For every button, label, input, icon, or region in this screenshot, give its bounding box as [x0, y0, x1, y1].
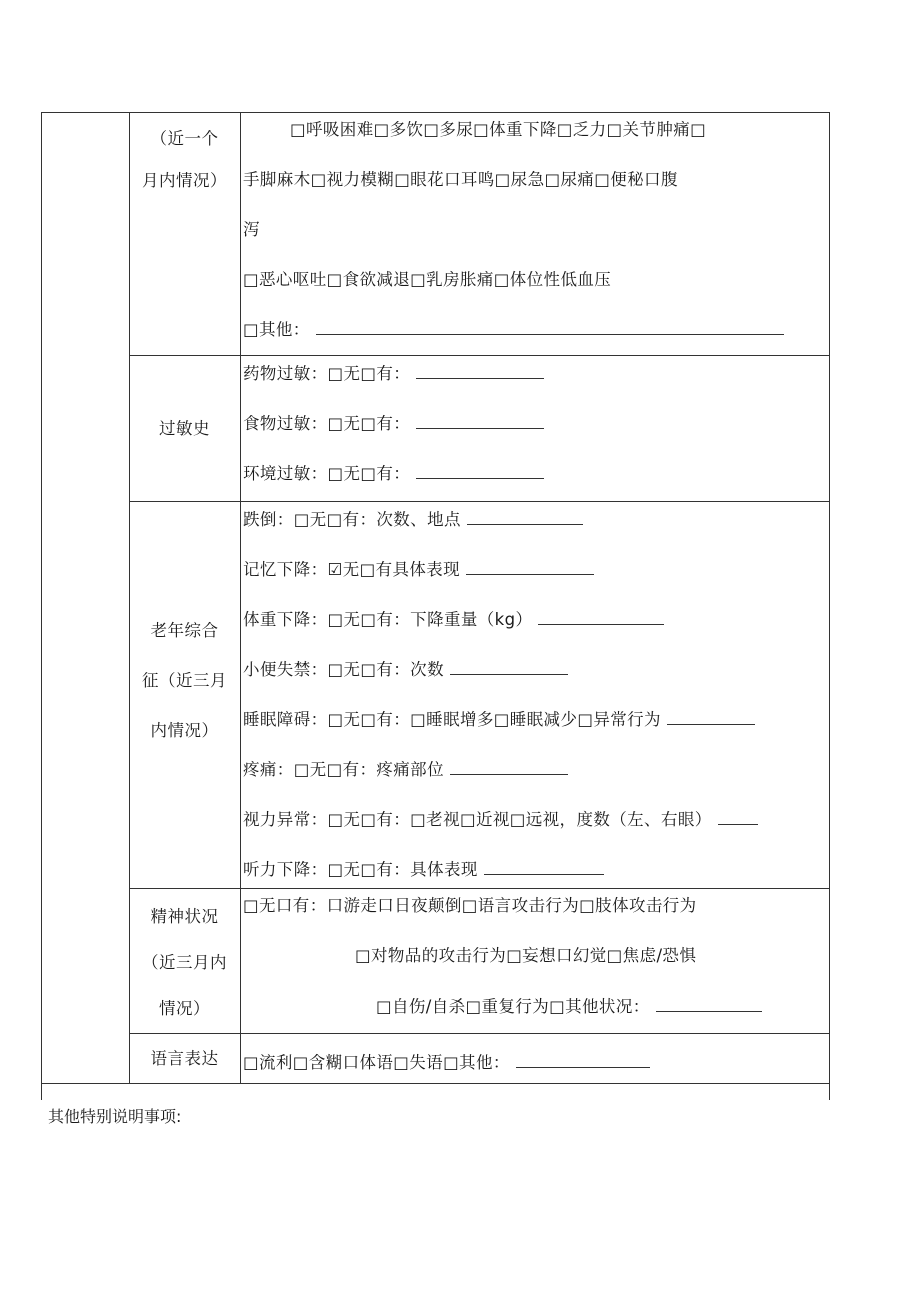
language-label — [129, 1034, 240, 1083]
allergy-blank[interactable] — [416, 364, 544, 379]
sleep-blank[interactable] — [667, 710, 755, 725]
geriatric-line[interactable] — [243, 706, 755, 730]
weight-item: 体重下降：□无□有：下降重量（kg） — [243, 610, 533, 629]
vision-item: 视力异常：□无□有：□老视□近视□远视，度数（左、右眼） — [243, 810, 712, 829]
geriatric-label-line: 内情况） — [150, 721, 219, 740]
mental-label — [129, 894, 240, 1032]
symptom-line[interactable]: □恶心呕吐□食欲减退□乳房胀痛□体位性低血压 — [243, 270, 612, 289]
mental-line[interactable] — [376, 993, 762, 1017]
allergy-food: 食物过敏：□无□有： — [243, 414, 411, 433]
symptom-other[interactable] — [243, 316, 784, 340]
allergy-drug: 药物过敏：□无□有： — [243, 364, 411, 383]
symptoms-label-line: 月内情况） — [142, 171, 227, 190]
mental-label-line: 精神状况 — [150, 907, 219, 926]
geriatric-label — [129, 606, 240, 756]
symptoms-label — [129, 118, 240, 202]
mental-other-blank[interactable] — [656, 997, 762, 1012]
allergy-line[interactable] — [243, 360, 544, 384]
sleep-item: 睡眠障碍：□无□有：□睡眠增多□睡眠减少□异常行为 — [243, 710, 661, 729]
row-divider — [129, 501, 829, 502]
geriatric-line[interactable] — [243, 556, 594, 580]
pain-blank[interactable] — [450, 760, 568, 775]
language-options: □流利□含糊口体语□失语□其他： — [243, 1053, 510, 1072]
language-line[interactable] — [243, 1049, 650, 1073]
memory-blank[interactable] — [466, 560, 594, 575]
mental-label-line: 情况） — [159, 999, 210, 1018]
mental-line[interactable]: □对物品的攻击行为□妄想口幻觉□焦虑/恐惧 — [355, 946, 697, 965]
geriatric-label-line: 老年综合 — [150, 621, 219, 640]
allergy-blank[interactable] — [416, 414, 544, 429]
symptom-other-label: □其他： — [243, 320, 310, 339]
language-label-text: 语言表达 — [150, 1048, 219, 1068]
mental-label-line: （近三月内 — [142, 953, 227, 972]
symptom-line: 泻 — [243, 220, 260, 239]
incontinence-item: 小便失禁：□无□有：次数 — [243, 660, 444, 679]
geriatric-line[interactable] — [243, 606, 664, 630]
memory-item: 记忆下降：☑无□有具体表现 — [243, 560, 461, 579]
geriatric-line[interactable] — [243, 506, 583, 530]
geriatric-line[interactable] — [243, 756, 568, 780]
other-notes-label: 其他特别说明事项: — [48, 1107, 182, 1126]
vision-blank[interactable] — [718, 810, 758, 825]
language-other-blank[interactable] — [516, 1053, 650, 1068]
symptoms-label-line: （近一个 — [150, 129, 219, 148]
symptom-other-blank[interactable] — [316, 320, 784, 335]
column-divider-2 — [240, 112, 241, 1083]
hearing-blank[interactable] — [484, 860, 604, 875]
geriatric-label-line: 征（近三月 — [142, 671, 227, 690]
pain-item: 疼痛：□无□有：疼痛部位 — [243, 760, 444, 779]
fall-item: 跌倒：□无□有：次数、地点 — [243, 510, 461, 529]
weight-blank[interactable] — [538, 610, 664, 625]
row-divider — [129, 888, 829, 889]
allergy-blank[interactable] — [416, 464, 544, 479]
mental-other-label: □自伤/自杀□重复行为□其他状况： — [376, 997, 650, 1016]
symptom-line[interactable]: 手脚麻木□视力模糊□眼花口耳鸣□尿急□尿痛□便秘口腹 — [243, 170, 678, 189]
geriatric-line[interactable] — [243, 656, 568, 680]
symptom-line[interactable]: □呼吸困难□多饮□多尿□体重下降□乏力□关节肿痛□ — [290, 120, 707, 139]
allergy-label — [129, 356, 240, 501]
geriatric-line[interactable] — [243, 856, 604, 880]
hearing-item: 听力下降：□无□有：具体表现 — [243, 860, 478, 879]
mental-line[interactable]: □无口有：口游走口日夜颠倒□语言攻击行为□肢体攻击行为 — [243, 896, 697, 915]
allergy-env: 环境过敏：□无□有： — [243, 464, 411, 483]
allergy-label-text: 过敏史 — [159, 418, 210, 438]
allergy-line[interactable] — [243, 460, 544, 484]
fall-blank[interactable] — [467, 510, 583, 525]
allergy-line[interactable] — [243, 410, 544, 434]
incontinence-blank[interactable] — [450, 660, 568, 675]
geriatric-line[interactable] — [243, 806, 758, 830]
